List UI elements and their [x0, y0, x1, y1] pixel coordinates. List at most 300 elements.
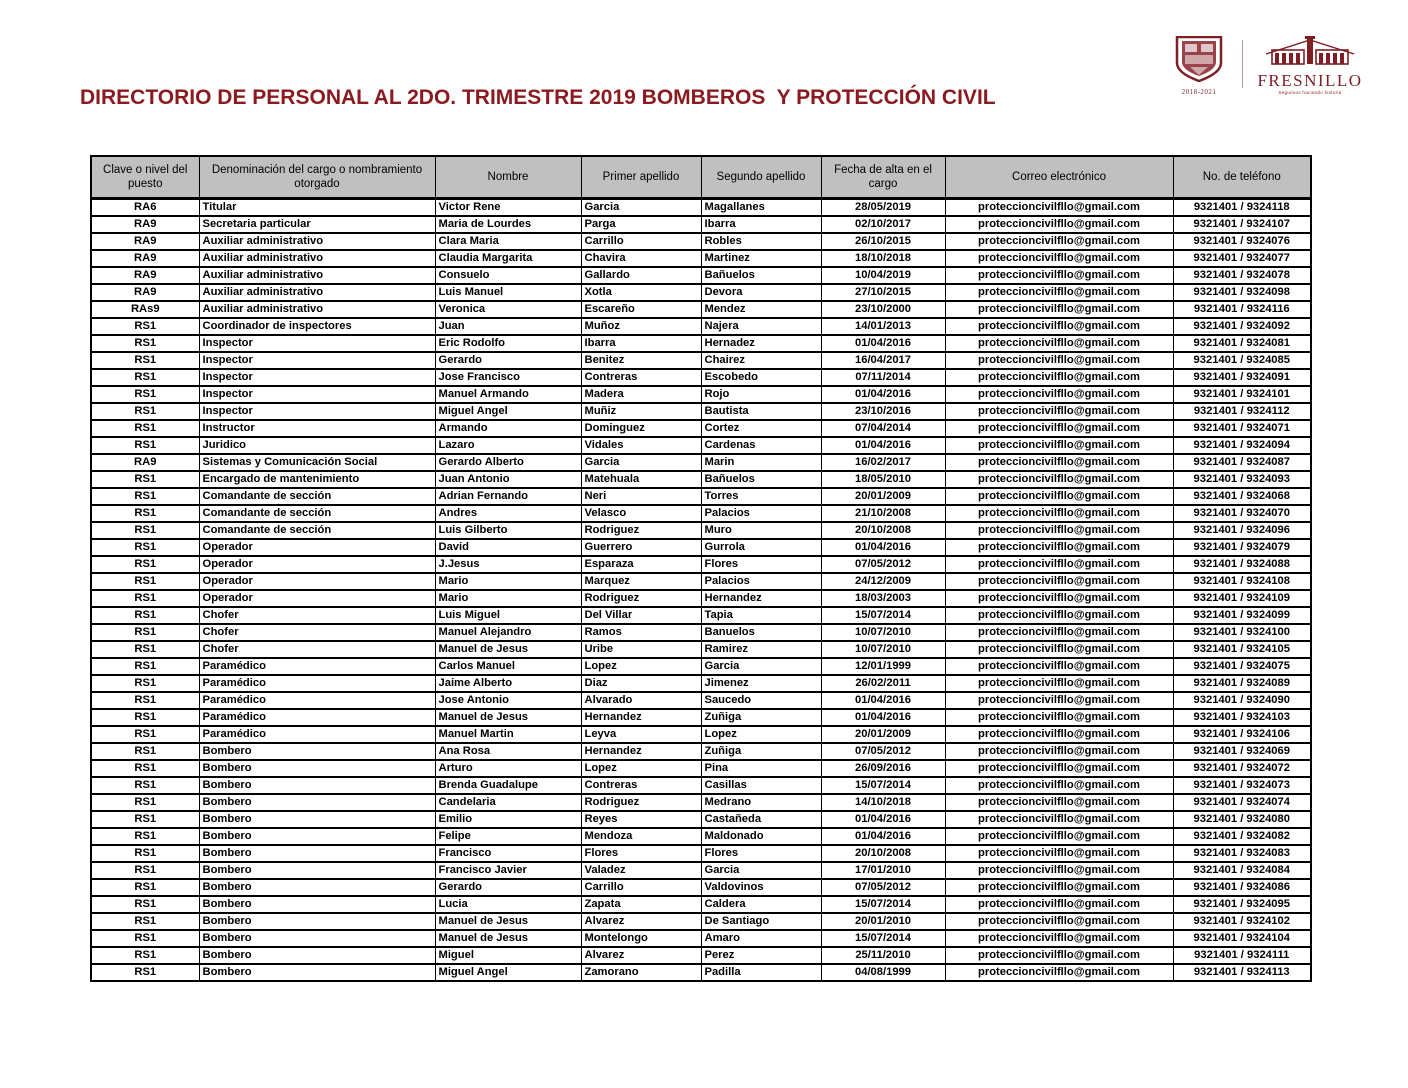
table-row — [91, 335, 1311, 352]
table-row — [91, 692, 1311, 709]
cell: 17/01/2010 — [821, 862, 945, 879]
cell: RA9 — [91, 233, 199, 250]
cell: 20/01/2009 — [821, 726, 945, 743]
cell: Vidales — [581, 437, 701, 454]
cell: Lucia — [435, 896, 581, 913]
cell: RA9 — [91, 284, 199, 301]
cell: Armando — [435, 420, 581, 437]
cell: Perez — [701, 947, 821, 964]
column-header: Clave o nivel del puesto — [91, 156, 199, 199]
cell: Zapata — [581, 896, 701, 913]
cell: Auxiliar administrativo — [199, 233, 435, 250]
cell: Inspector — [199, 403, 435, 420]
cell: RS1 — [91, 658, 199, 675]
table-row — [91, 743, 1311, 760]
cell: RS1 — [91, 403, 199, 420]
cell: Esparaza — [581, 556, 701, 573]
cell: Operador — [199, 573, 435, 590]
cell: proteccioncivilfllo@gmail.com — [945, 352, 1173, 369]
cell: Titular — [199, 199, 435, 217]
cell: Ramirez — [701, 641, 821, 658]
cell: 9321401 / 9324100 — [1173, 624, 1311, 641]
cell: Arturo — [435, 760, 581, 777]
cell: Andres — [435, 505, 581, 522]
table-row — [91, 216, 1311, 233]
cell: Gerardo — [435, 879, 581, 896]
cell: 9321401 / 9324113 — [1173, 964, 1311, 981]
fresnillo-logo — [1255, 36, 1365, 95]
cell: 9321401 / 9324098 — [1173, 284, 1311, 301]
cell: Xotla — [581, 284, 701, 301]
cell: proteccioncivilfllo@gmail.com — [945, 573, 1173, 590]
cell: Mendoza — [581, 828, 701, 845]
cell: Medrano — [701, 794, 821, 811]
cell: Paramédico — [199, 675, 435, 692]
cell: 9321401 / 9324076 — [1173, 233, 1311, 250]
column-header: Correo electrónico — [945, 156, 1173, 199]
cell: proteccioncivilfllo@gmail.com — [945, 879, 1173, 896]
table-row — [91, 250, 1311, 267]
cell: Bañuelos — [701, 267, 821, 284]
cell: 15/07/2014 — [821, 777, 945, 794]
cell: 9321401 / 9324084 — [1173, 862, 1311, 879]
cell: 9321401 / 9324071 — [1173, 420, 1311, 437]
table-row — [91, 726, 1311, 743]
table-row — [91, 437, 1311, 454]
cell: 26/02/2011 — [821, 675, 945, 692]
cell: 9321401 / 9324079 — [1173, 539, 1311, 556]
cell: Bombero — [199, 811, 435, 828]
cell: 9321401 / 9324116 — [1173, 301, 1311, 318]
cell: RS1 — [91, 573, 199, 590]
cell: Rodriguez — [581, 794, 701, 811]
cell: 9321401 / 9324077 — [1173, 250, 1311, 267]
cell: 9321401 / 9324101 — [1173, 386, 1311, 403]
table-row — [91, 930, 1311, 947]
cell: Bombero — [199, 862, 435, 879]
cell: proteccioncivilfllo@gmail.com — [945, 777, 1173, 794]
cell: Lazaro — [435, 437, 581, 454]
cell: proteccioncivilfllo@gmail.com — [945, 505, 1173, 522]
cell: 15/07/2014 — [821, 930, 945, 947]
table-row — [91, 522, 1311, 539]
cell: Garcia — [581, 199, 701, 217]
cell: Miguel Angel — [435, 403, 581, 420]
table-row — [91, 862, 1311, 879]
cell: RS1 — [91, 743, 199, 760]
cell: RS1 — [91, 896, 199, 913]
table-row — [91, 386, 1311, 403]
crest-caption: 2018-2021 — [1181, 88, 1217, 96]
cell: 9321401 / 9324070 — [1173, 505, 1311, 522]
cell: Inspector — [199, 352, 435, 369]
cell: 07/05/2012 — [821, 743, 945, 760]
cell: Adrian Fernando — [435, 488, 581, 505]
cell: Victor Rene — [435, 199, 581, 217]
cell: proteccioncivilfllo@gmail.com — [945, 845, 1173, 862]
cell: 07/05/2012 — [821, 879, 945, 896]
cell: 10/07/2010 — [821, 624, 945, 641]
cell: Alvarez — [581, 947, 701, 964]
cell: Paramédico — [199, 709, 435, 726]
cell: 20/01/2010 — [821, 913, 945, 930]
cell: RS1 — [91, 522, 199, 539]
cell: 9321401 / 9324108 — [1173, 573, 1311, 590]
cell: Matehuala — [581, 471, 701, 488]
cell: Rodriguez — [581, 590, 701, 607]
cell: RS1 — [91, 794, 199, 811]
cell: 16/04/2017 — [821, 352, 945, 369]
table-row — [91, 658, 1311, 675]
cell: 23/10/2000 — [821, 301, 945, 318]
cell: Felipe — [435, 828, 581, 845]
cell: Banuelos — [701, 624, 821, 641]
table-row — [91, 794, 1311, 811]
table-row — [91, 709, 1311, 726]
cell: De Santiago — [701, 913, 821, 930]
cell: David — [435, 539, 581, 556]
cell: Muñiz — [581, 403, 701, 420]
cell: RAs9 — [91, 301, 199, 318]
cell: RS1 — [91, 845, 199, 862]
cell: RS1 — [91, 777, 199, 794]
cell: proteccioncivilfllo@gmail.com — [945, 335, 1173, 352]
cell: 9321401 / 9324104 — [1173, 930, 1311, 947]
cell: Comandante de sección — [199, 522, 435, 539]
cell: Escobedo — [701, 369, 821, 386]
cell: proteccioncivilfllo@gmail.com — [945, 641, 1173, 658]
cell: Palacios — [701, 573, 821, 590]
table-row — [91, 539, 1311, 556]
cell: 25/11/2010 — [821, 947, 945, 964]
cell: Rodriguez — [581, 522, 701, 539]
table-row — [91, 811, 1311, 828]
cell: RS1 — [91, 539, 199, 556]
cell: 28/05/2019 — [821, 199, 945, 217]
cell: 07/05/2012 — [821, 556, 945, 573]
cell: Gerardo Alberto — [435, 454, 581, 471]
cell: 01/04/2016 — [821, 335, 945, 352]
cell: 20/10/2008 — [821, 845, 945, 862]
cell: proteccioncivilfllo@gmail.com — [945, 675, 1173, 692]
cell: Rojo — [701, 386, 821, 403]
cell: Valdovinos — [701, 879, 821, 896]
cell: Alvarado — [581, 692, 701, 709]
cell: Comandante de sección — [199, 488, 435, 505]
table-row — [91, 828, 1311, 845]
cell: Lopez — [581, 658, 701, 675]
cell: Manuel de Jesus — [435, 641, 581, 658]
cell: 9321401 / 9324080 — [1173, 811, 1311, 828]
cell: 9321401 / 9324093 — [1173, 471, 1311, 488]
cell: proteccioncivilfllo@gmail.com — [945, 913, 1173, 930]
column-header: Primer apellido — [581, 156, 701, 199]
cell: Marquez — [581, 573, 701, 590]
cell: 24/12/2009 — [821, 573, 945, 590]
cell: RS1 — [91, 369, 199, 386]
cell: proteccioncivilfllo@gmail.com — [945, 862, 1173, 879]
cell: 23/10/2016 — [821, 403, 945, 420]
cell: 21/10/2008 — [821, 505, 945, 522]
cell: Inspector — [199, 335, 435, 352]
buildings-icon — [1264, 36, 1356, 71]
cell: RS1 — [91, 862, 199, 879]
cell: Operador — [199, 539, 435, 556]
cell: Chairez — [701, 352, 821, 369]
personnel-directory-table — [90, 155, 1312, 982]
cell: proteccioncivilfllo@gmail.com — [945, 369, 1173, 386]
cell: RS1 — [91, 488, 199, 505]
table-row — [91, 301, 1311, 318]
cell: RS1 — [91, 624, 199, 641]
table-row — [91, 488, 1311, 505]
cell: Contreras — [581, 369, 701, 386]
cell: Carrillo — [581, 879, 701, 896]
cell: Gallardo — [581, 267, 701, 284]
cell: Consuelo — [435, 267, 581, 284]
cell: proteccioncivilfllo@gmail.com — [945, 454, 1173, 471]
table-row — [91, 896, 1311, 913]
cell: RA9 — [91, 250, 199, 267]
table-row — [91, 913, 1311, 930]
cell: 10/04/2019 — [821, 267, 945, 284]
cell: Comandante de sección — [199, 505, 435, 522]
cell: RS1 — [91, 420, 199, 437]
table-row — [91, 233, 1311, 250]
cell: proteccioncivilfllo@gmail.com — [945, 590, 1173, 607]
cell: 01/04/2016 — [821, 709, 945, 726]
cell: Bombero — [199, 896, 435, 913]
cell: 9321401 / 9324074 — [1173, 794, 1311, 811]
cell: Dominguez — [581, 420, 701, 437]
table-row — [91, 505, 1311, 522]
cell: proteccioncivilfllo@gmail.com — [945, 947, 1173, 964]
cell: Castañeda — [701, 811, 821, 828]
cell: 9321401 / 9324102 — [1173, 913, 1311, 930]
table-row — [91, 590, 1311, 607]
table-row — [91, 454, 1311, 471]
cell: RA6 — [91, 199, 199, 217]
cell: proteccioncivilfllo@gmail.com — [945, 233, 1173, 250]
cell: 14/01/2013 — [821, 318, 945, 335]
cell: 9321401 / 9324088 — [1173, 556, 1311, 573]
table-row — [91, 471, 1311, 488]
column-header: Segundo apellido — [701, 156, 821, 199]
cell: Instructor — [199, 420, 435, 437]
table-header — [91, 156, 1311, 199]
cell: Ramos — [581, 624, 701, 641]
cell: Candelaria — [435, 794, 581, 811]
cell: Leyva — [581, 726, 701, 743]
table-row — [91, 760, 1311, 777]
cell: RS1 — [91, 947, 199, 964]
cell: RS1 — [91, 930, 199, 947]
cell: Chofer — [199, 624, 435, 641]
cell: 9321401 / 9324078 — [1173, 267, 1311, 284]
cell: Zuñiga — [701, 743, 821, 760]
cell: Manuel de Jesus — [435, 930, 581, 947]
cell: Inspector — [199, 386, 435, 403]
cell: 9321401 / 9324086 — [1173, 879, 1311, 896]
city-name: FRESNILLO — [1257, 71, 1363, 90]
cell: Zuñiga — [701, 709, 821, 726]
cell: 18/03/2003 — [821, 590, 945, 607]
table-row — [91, 284, 1311, 301]
cell: Auxiliar administrativo — [199, 267, 435, 284]
cell: 9321401 / 9324073 — [1173, 777, 1311, 794]
cell: proteccioncivilfllo@gmail.com — [945, 386, 1173, 403]
header-row — [91, 156, 1311, 199]
table-row — [91, 777, 1311, 794]
cell: Luis Miguel — [435, 607, 581, 624]
cell: Bañuelos — [701, 471, 821, 488]
table-row — [91, 964, 1311, 981]
cell: Francisco Javier — [435, 862, 581, 879]
cell: Bombero — [199, 760, 435, 777]
cell: 01/04/2016 — [821, 811, 945, 828]
cell: 9321401 / 9324087 — [1173, 454, 1311, 471]
cell: Valadez — [581, 862, 701, 879]
cell: proteccioncivilfllo@gmail.com — [945, 930, 1173, 947]
cell: Flores — [701, 556, 821, 573]
cell: Manuel Martin — [435, 726, 581, 743]
cell: Uribe — [581, 641, 701, 658]
cell: RS1 — [91, 913, 199, 930]
cell: Jose Antonio — [435, 692, 581, 709]
cell: proteccioncivilfllo@gmail.com — [945, 284, 1173, 301]
cell: 12/01/1999 — [821, 658, 945, 675]
cell: proteccioncivilfllo@gmail.com — [945, 896, 1173, 913]
cell: Maria de Lourdes — [435, 216, 581, 233]
cell: RS1 — [91, 692, 199, 709]
cell: Auxiliar administrativo — [199, 301, 435, 318]
cell: 9321401 / 9324089 — [1173, 675, 1311, 692]
cell: Flores — [581, 845, 701, 862]
cell: RS1 — [91, 607, 199, 624]
cell: Secretaria particular — [199, 216, 435, 233]
cell: proteccioncivilfllo@gmail.com — [945, 250, 1173, 267]
cell: 9321401 / 9324085 — [1173, 352, 1311, 369]
cell: Caldera — [701, 896, 821, 913]
cell: Ana Rosa — [435, 743, 581, 760]
cell: Lopez — [701, 726, 821, 743]
cell: 01/04/2016 — [821, 539, 945, 556]
cell: Juan Antonio — [435, 471, 581, 488]
cell: 9321401 / 9324103 — [1173, 709, 1311, 726]
city-tagline: Seguimos haciendo historia — [1278, 90, 1342, 95]
cell: Chofer — [199, 641, 435, 658]
cell: Chofer — [199, 607, 435, 624]
cell: RA9 — [91, 216, 199, 233]
table-row — [91, 352, 1311, 369]
cell: Hernandez — [581, 743, 701, 760]
cell: RS1 — [91, 811, 199, 828]
cell: Operador — [199, 556, 435, 573]
cell: Bautista — [701, 403, 821, 420]
cell: Cortez — [701, 420, 821, 437]
table-row — [91, 267, 1311, 284]
cell: 26/09/2016 — [821, 760, 945, 777]
cell: Bombero — [199, 947, 435, 964]
cell: Francisco — [435, 845, 581, 862]
cell: RS1 — [91, 675, 199, 692]
cell: 04/08/1999 — [821, 964, 945, 981]
cell: proteccioncivilfllo@gmail.com — [945, 420, 1173, 437]
cell: Palacios — [701, 505, 821, 522]
cell: proteccioncivilfllo@gmail.com — [945, 709, 1173, 726]
cell: Manuel Alejandro — [435, 624, 581, 641]
cell: 20/01/2009 — [821, 488, 945, 505]
table-body — [91, 199, 1311, 982]
cell: 27/10/2015 — [821, 284, 945, 301]
cell: 01/04/2016 — [821, 386, 945, 403]
cell: proteccioncivilfllo@gmail.com — [945, 811, 1173, 828]
cell: Maldonado — [701, 828, 821, 845]
cell: 07/11/2014 — [821, 369, 945, 386]
cell: Garcia — [701, 862, 821, 879]
cell: Cardenas — [701, 437, 821, 454]
column-header: Nombre — [435, 156, 581, 199]
cell: RS1 — [91, 437, 199, 454]
cell: Bombero — [199, 777, 435, 794]
cell: RS1 — [91, 828, 199, 845]
cell: 15/07/2014 — [821, 607, 945, 624]
cell: 9321401 / 9324082 — [1173, 828, 1311, 845]
cell: 9321401 / 9324109 — [1173, 590, 1311, 607]
cell: Devora — [701, 284, 821, 301]
cell: proteccioncivilfllo@gmail.com — [945, 828, 1173, 845]
column-header: No. de teléfono — [1173, 156, 1311, 199]
cell: Inspector — [199, 369, 435, 386]
cell: Bombero — [199, 828, 435, 845]
cell: 9321401 / 9324091 — [1173, 369, 1311, 386]
cell: proteccioncivilfllo@gmail.com — [945, 692, 1173, 709]
cell: proteccioncivilfllo@gmail.com — [945, 743, 1173, 760]
column-header: Fecha de alta en el cargo — [821, 156, 945, 199]
cell: Madera — [581, 386, 701, 403]
cell: Hernadez — [701, 335, 821, 352]
cell: RA9 — [91, 267, 199, 284]
cell: Ibarra — [581, 335, 701, 352]
cell: RS1 — [91, 590, 199, 607]
cell: Padilla — [701, 964, 821, 981]
cell: RS1 — [91, 726, 199, 743]
cell: Mendez — [701, 301, 821, 318]
cell: Garcia — [581, 454, 701, 471]
cell: Magallanes — [701, 199, 821, 217]
cell: Pina — [701, 760, 821, 777]
cell: proteccioncivilfllo@gmail.com — [945, 403, 1173, 420]
cell: Chavira — [581, 250, 701, 267]
cell: Sistemas y Comunicación Social — [199, 454, 435, 471]
cell: Miguel Angel — [435, 964, 581, 981]
cell: proteccioncivilfllo@gmail.com — [945, 964, 1173, 981]
cell: Najera — [701, 318, 821, 335]
cell: Carrillo — [581, 233, 701, 250]
cell: Casillas — [701, 777, 821, 794]
cell: 9321401 / 9324118 — [1173, 199, 1311, 217]
cell: proteccioncivilfllo@gmail.com — [945, 658, 1173, 675]
cell: proteccioncivilfllo@gmail.com — [945, 522, 1173, 539]
cell: RS1 — [91, 641, 199, 658]
cell: Bombero — [199, 913, 435, 930]
cell: Amaro — [701, 930, 821, 947]
cell: RS1 — [91, 964, 199, 981]
cell: 9321401 / 9324106 — [1173, 726, 1311, 743]
cell: Contreras — [581, 777, 701, 794]
cell: Neri — [581, 488, 701, 505]
cell: 9321401 / 9324095 — [1173, 896, 1311, 913]
